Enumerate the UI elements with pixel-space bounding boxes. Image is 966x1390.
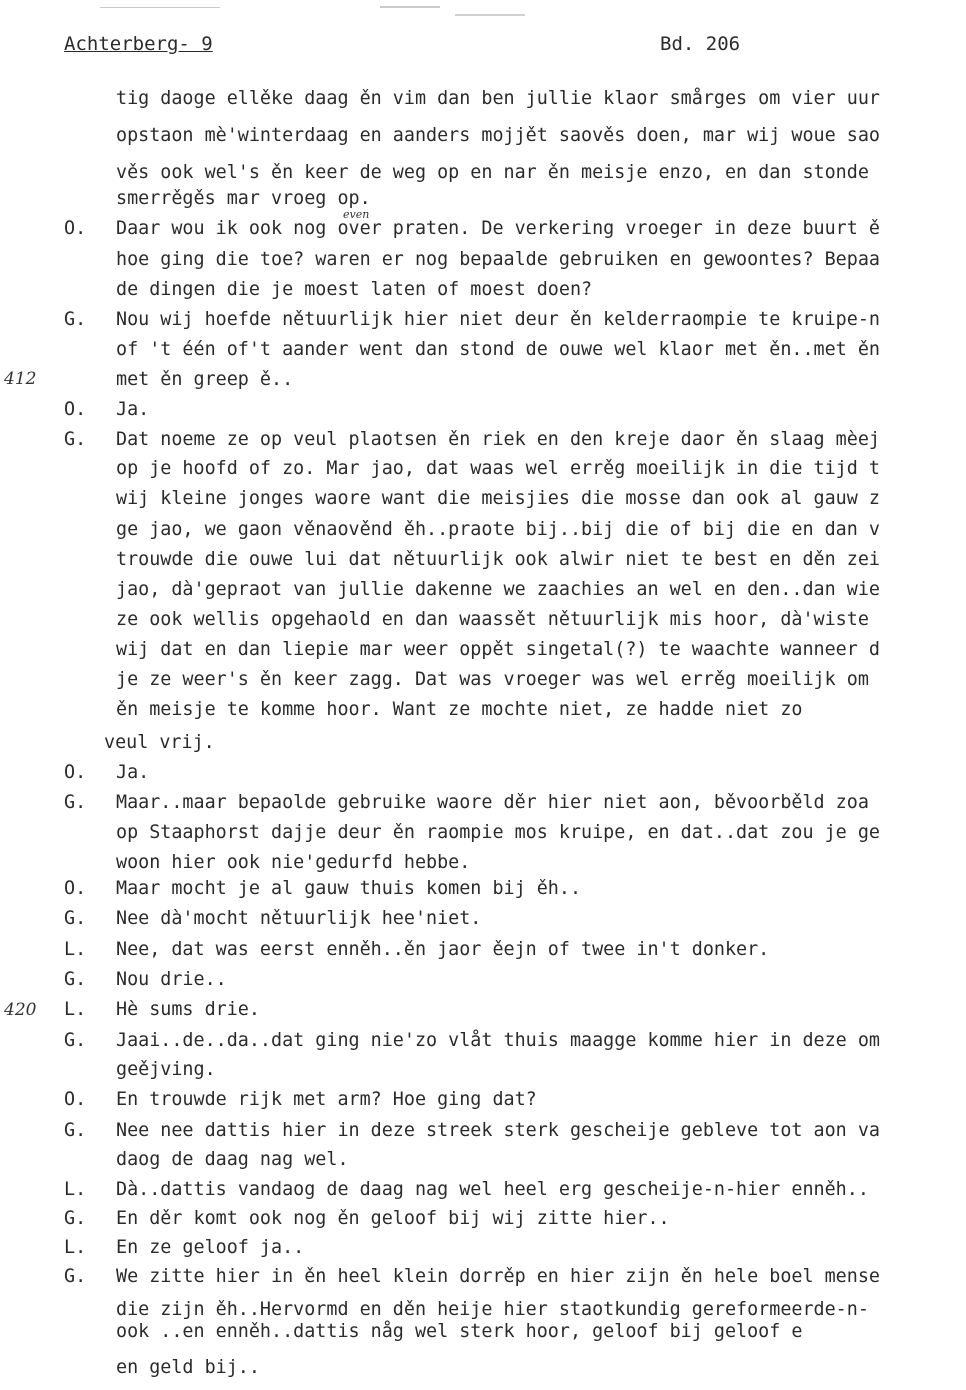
transcript-line: trouwde die ouwe lui dat nětuurlijk ook alwir niet te best en děn zei <box>116 549 880 570</box>
transcript-line: ze ook wellis opgehaold en dan waassět nětuurlijk mis hoor, dà'wiste <box>116 609 869 630</box>
speaker-label: G. <box>64 1030 87 1051</box>
transcript-line: tig daoge ellěke daag ěn vim dan ben jullie klaor smårges om vier uur <box>116 88 880 109</box>
speaker-label: L. <box>64 999 87 1020</box>
transcript-line: Nou wij hoefde nětuurlijk hier niet deur ěn kelderraompie te kruipe-n <box>116 309 880 330</box>
speaker-label: G. <box>64 1120 87 1141</box>
transcript-line: Hè sums drie. <box>116 999 260 1020</box>
transcript-line: Nee nee dattis hier in deze streek sterk gescheije gebleve tot aon va <box>116 1120 880 1141</box>
transcript-line: En trouwde rijk met arm? Hoe ging dat? <box>116 1089 537 1110</box>
transcript-line: je ze weer's ěn keer zagg. Dat was vroeger was wel errěg moeilijk om <box>116 669 869 690</box>
handwritten-annotation: even <box>343 208 370 221</box>
speaker-label: O. <box>64 1089 87 1110</box>
transcript-line: Maar mocht je al gauw thuis komen bij ěh.. <box>116 878 582 899</box>
scan-speck <box>380 6 440 8</box>
transcript-line: ook ..en enněh..dattis någ wel sterk hoor, geloof bij geloof e <box>116 1321 803 1342</box>
speaker-label: G. <box>64 969 87 990</box>
transcript-line: Jaai..de..da..dat ging nie'zo vlåt thuis maagge komme hier in deze om <box>116 1030 880 1051</box>
transcript-line: de dingen die je moest laten of moest doen? <box>116 279 593 300</box>
transcript-line: wij kleine jonges waore want die meisjies die mosse dan ook al gauw z <box>116 488 880 509</box>
speaker-label: L. <box>64 939 87 960</box>
transcript-line: We zitte hier in ěn heel klein dorrěp en hier zijn ěn hele boel mense <box>116 1266 880 1287</box>
speaker-label: G. <box>64 1208 87 1229</box>
margin-note-412: 412 <box>4 369 37 389</box>
scan-speck <box>455 14 525 16</box>
transcript-line: Ja. <box>116 762 150 783</box>
transcript-line: hoe ging die toe? waren er nog bepaalde gebruiken en gewoontes? Bepaa <box>116 249 880 270</box>
transcript-line: Nou drie.. <box>116 969 227 990</box>
transcript-line: En děr komt ook nog ěn geloof bij wij zitte hier.. <box>116 1208 670 1229</box>
speaker-label: G. <box>64 792 87 813</box>
page-header-right: Bd. 206 <box>660 33 741 55</box>
speaker-label: O. <box>64 218 87 239</box>
transcript-line: Nee dà'mocht nětuurlijk hee'niet. <box>116 908 482 929</box>
transcript-line: Maar..maar bepaolde gebruike waore děr hier niet aon, běvoorběld zoa <box>116 792 869 813</box>
speaker-label: O. <box>64 762 87 783</box>
margin-note-420: 420 <box>4 1000 37 1020</box>
transcript-line: woon hier ook nie'gedurfd hebbe. <box>116 852 471 873</box>
transcript-line: ge jao, we gaon věnaověnd ěh..praote bij..bij die of bij die en dan v <box>116 519 880 540</box>
transcript-line: En ze geloof ja.. <box>116 1237 305 1258</box>
scan-speck <box>100 7 220 8</box>
transcript-line: věs ook wel's ěn keer de weg op en nar ěn meisje enzo, en dan stonde <box>116 162 869 183</box>
transcript-line: of 't één of't aander went dan stond de ouwe wel klaor met ěn..met ěn <box>116 339 880 360</box>
transcript-line: geějving. <box>116 1059 216 1080</box>
transcript-line: op Staaphorst dajje deur ěn raompie mos kruipe, en dat..dat zou je ge <box>116 822 880 843</box>
transcript-line: veul vrij. <box>104 732 215 753</box>
transcript-line: Dat noeme ze op veul plaotsen ěn riek en den kreje daor ěn slaag mèej <box>116 429 880 450</box>
transcript-line: smerrěgěs mar vroeg op. <box>116 188 371 209</box>
transcript-line: ěn meisje te komme hoor. Want ze mochte niet, ze hadde niet zo <box>116 699 803 720</box>
page-header-left: Achterberg- 9 <box>64 33 213 55</box>
transcript-line: op je hoofd of zo. Mar jao, dat waas wel errěg moeilijk in die tijd t <box>116 458 880 479</box>
speaker-label: G. <box>64 429 87 450</box>
transcript-line: en geld bij.. <box>116 1357 260 1378</box>
transcript-line: Dà..dattis vandaog de daag nag wel heel erg gescheije-n-hier enněh.. <box>116 1179 869 1200</box>
transcript-line: die zijn ěh..Hervormd en děn heije hier staotkundig gereformeerde-n- <box>116 1299 869 1320</box>
transcript-line: daog de daag nag wel. <box>116 1149 349 1170</box>
speaker-label: L. <box>64 1179 87 1200</box>
transcript-line: jao, dà'gepraot van jullie dakenne we zaachies an wel en den..dan wie <box>116 579 880 600</box>
speaker-label: G. <box>64 1266 87 1287</box>
transcript-line: opstaon mè'winterdaag en aanders mojjět saověs doen, mar wij woue sao <box>116 125 880 146</box>
transcript-line: Nee, dat was eerst enněh..ěn jaor ěejn of twee in't donker. <box>116 939 770 960</box>
transcript-line: Daar wou ik ook nog over praten. De verkering vroeger in deze buurt ě <box>116 218 880 239</box>
transcript-line: met ěn greep ě.. <box>116 369 294 390</box>
speaker-label: O. <box>64 878 87 899</box>
speaker-label: G. <box>64 309 87 330</box>
speaker-label: G. <box>64 908 87 929</box>
speaker-label: O. <box>64 399 87 420</box>
transcript-line: wij dat en dan liepie mar weer oppět singetal(?) te waachte wanneer d <box>116 639 880 660</box>
speaker-label: L. <box>64 1237 87 1258</box>
transcript-line: Ja. <box>116 399 150 420</box>
